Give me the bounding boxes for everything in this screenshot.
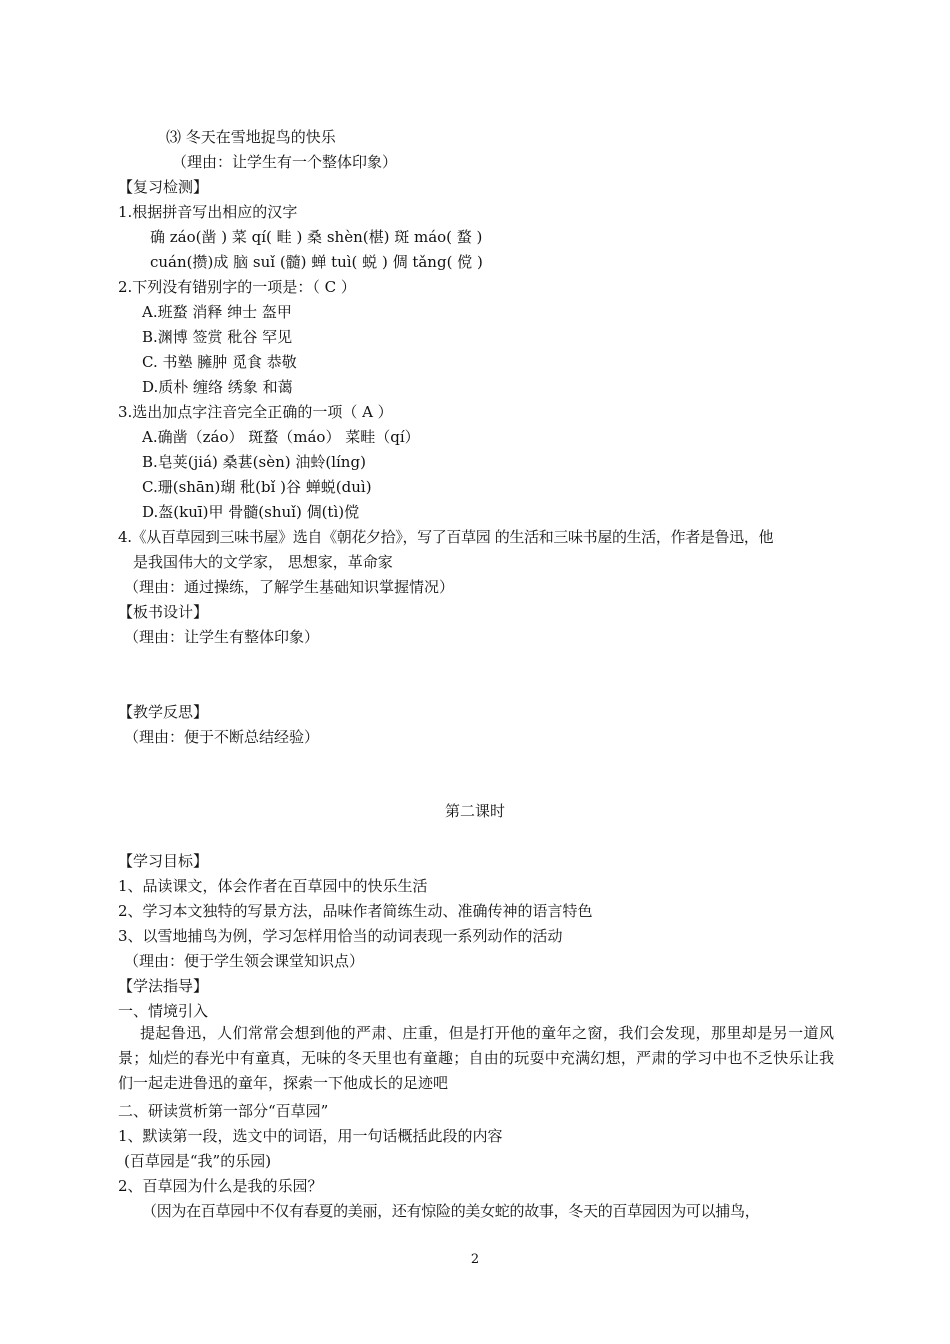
lesson-title: 第二课时 [444,802,505,820]
question: 3.选出加点字注音完全正确的一项（ A ） [118,403,393,421]
reason-note: （理由：便于不断总结经验） [124,728,320,746]
section-heading: 【复习检测】 [118,178,209,196]
section-heading: 【教学反思】 [118,703,209,721]
question-continuation: 是我国伟大的文学家， 思想家，革命家 [133,553,393,571]
question: 1、默读第一段，选文中的词语，用一句话概括此段的内容 [118,1127,503,1145]
objective-item: 2、学习本文独特的写景方法，品味作者简练生动、准确传神的语言特色 [118,902,593,920]
section-heading: 【学习目标】 [118,852,209,870]
reason-note: （理由：让学生有整体印象） [124,628,320,646]
page-number: 2 [470,1252,480,1267]
question: 1.根据拼音写出相应的汉字 [118,203,298,221]
pinyin-row: cuán(攒)成 脑 suǐ (髓) 蝉 tuì( 蜕 ) 倜 tǎng( 傥 ) [150,253,483,271]
option: D.盔(kuī)甲 骨髓(shuǐ) 倜(tì)傥 [142,503,360,521]
section-heading: 【学法指导】 [118,977,209,995]
reason-note: （理由：便于学生领会课堂知识点） [124,952,365,970]
answer: (百草园是“我”的乐园) [124,1152,272,1170]
option: C. 书塾 臃肿 觅食 恭敬 [142,353,297,371]
list-item: ⑶ 冬天在雪地捉鸟的快乐 [166,128,336,146]
objective-item: 3、以雪地捕鸟为例，学习怎样用恰当的动词表现一系列动作的活动 [118,927,563,945]
reason-note: （理由：通过操练，了解学生基础知识掌握情况） [124,578,455,596]
question: 2.下列没有错别字的一项是：（ C ） [118,278,356,296]
question: 2、百草园为什么是我的乐园？ [118,1177,323,1195]
reason-note: （理由：让学生有一个整体印象） [172,153,398,171]
option: A.确凿（záo） 斑蝥（máo） 菜畦（qí） [142,428,420,446]
option: B.皂荚(jiá) 桑葚(sèn) 油蛉(líng) [142,453,366,471]
section-heading: 【板书设计】 [118,603,209,621]
pinyin-row: 确 záo(凿 ) 菜 qí( 畦 ) 桑 shèn(椹) 斑 máo( 蝥 ) [150,228,483,246]
intro-paragraph: 提起鲁迅，人们常常会想到他的严肃、庄重，但是打开他的童年之窗，我们会发现，那里却是另一道风景；灿烂的春光中有童真，无味的冬天里也有童趣；自由的玩耍中充满幻想，严肃的学习中也不乏快乐让我们一起走进鲁迅的童年，探索一下他成长的足迹吧 [118,1024,834,1092]
answer: （因为在百草园中不仅有春夏的美丽，还有惊险的美女蛇的故事，冬天的百草园因为可以捕鸟， [142,1202,760,1220]
option: A.班蝥 消释 绅士 盔甲 [142,303,292,321]
objective-item: 1、品读课文，体会作者在百草园中的快乐生活 [118,877,428,895]
subsection-heading: 一、情境引入 [118,1002,209,1020]
option: B.渊博 签赏 秕谷 罕见 [142,328,293,346]
option: D.质朴 缠络 绣象 和蔼 [142,378,293,396]
option: C.珊(shān)瑚 秕(bǐ )谷 蝉蜕(duì) [142,478,372,496]
question: 4.《从百草园到三味书屋》选自《朝花夕拾》，写了百草园 的生活和三味书屋的生活，作者是鲁迅，他 [118,528,774,546]
subsection-heading: 二、研读赏析第一部分“百草园” [118,1102,329,1120]
